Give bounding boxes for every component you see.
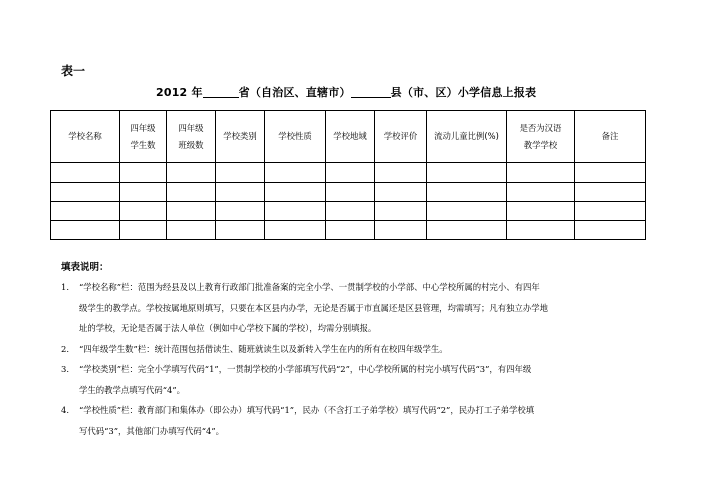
table-cell[interactable] (51, 163, 120, 182)
column-header (216, 111, 265, 163)
title-county: 县（市、区）小学信息上报表 (390, 86, 537, 99)
column-header (51, 111, 120, 163)
note-number: 3. (61, 364, 69, 374)
table-cell[interactable] (375, 182, 427, 201)
table-cell[interactable] (427, 220, 507, 239)
column-header-line: 备注 (601, 131, 619, 142)
table-cell[interactable] (375, 163, 427, 182)
column-header (575, 111, 646, 163)
table-cell[interactable] (167, 220, 216, 239)
note-number: 1. (61, 282, 69, 292)
table-cell[interactable] (216, 182, 265, 201)
note-number: 4. (61, 405, 69, 415)
column-header (167, 111, 216, 163)
table-cell[interactable] (120, 163, 167, 182)
note-item (61, 400, 661, 441)
column-header-line: 班级数 (178, 139, 204, 150)
notes-list (61, 277, 661, 441)
note-line: 级学生的教学点。学校按属地原则填写，只要在本区县内办学，无论是否属于市直属还是区县管理，均需填写；凡有独立办学地 (79, 302, 548, 313)
form-title (156, 84, 536, 100)
table-cell[interactable] (265, 182, 326, 201)
table-cell[interactable] (427, 182, 507, 201)
note-line: 学生的教学点填写代码“4”。 (79, 384, 186, 395)
column-header (507, 111, 575, 163)
school-info-table (50, 110, 646, 240)
table-cell[interactable] (120, 201, 167, 220)
note-item (61, 277, 661, 339)
note-line: “四年级学生数”栏：统计范围包括借读生、随班就读生以及新转入学生在内的所有在校四年级学生。 (79, 343, 448, 354)
table-cell[interactable] (51, 201, 120, 220)
table-label: 表一 (61, 64, 86, 78)
column-header-line: 学生数 (130, 139, 156, 150)
table-cell[interactable] (427, 201, 507, 220)
table-cell[interactable] (120, 182, 167, 201)
table-row (51, 220, 646, 239)
note-line: 址的学校，无论是否属于法人单位（例如中心学校下属的学校），均需分别填报。 (79, 323, 377, 333)
column-header (265, 111, 326, 163)
table-cell[interactable] (216, 201, 265, 220)
column-header-line: 教学学校 (523, 139, 558, 150)
column-header-line: 流动儿童比例(%) (434, 131, 499, 142)
table-cell[interactable] (51, 220, 120, 239)
table-cell[interactable] (575, 220, 646, 239)
table-row (51, 182, 646, 201)
table-row (51, 201, 646, 220)
table-cell[interactable] (575, 163, 646, 182)
table-cell[interactable] (507, 182, 575, 201)
table-cell[interactable] (326, 182, 375, 201)
table-header-row (51, 111, 646, 163)
column-header-line: 学校评价 (383, 131, 418, 142)
table-cell[interactable] (507, 163, 575, 182)
province-blank (203, 86, 239, 98)
table-cell[interactable] (575, 182, 646, 201)
table-cell[interactable] (507, 220, 575, 239)
note-line: “学校名称”栏：范围为经县及以上教育行政部门批准备案的完全小学、一贯制学校的小学部、中心学校所属的村完小、有四年 (79, 282, 540, 292)
note-line: “学校性质”栏：教育部门和集体办（即公办）填写代码“1”，民办（不含打工子弟学校）填写代码“2”，民办打工子弟学校填 (79, 405, 535, 415)
column-header-line: 学校名称 (68, 131, 102, 142)
table-cell[interactable] (265, 201, 326, 220)
table-cell[interactable] (326, 163, 375, 182)
note-line: 写代码“3”，其他部门办填写代码“4”。 (79, 425, 225, 436)
note-item (61, 339, 661, 360)
note-line: “学校类别”栏：完全小学填写代码“1”，一贯制学校的小学部填写代码“2”，中心学校所属的村完小填写代码“3”，有四年级 (79, 364, 532, 374)
column-header-line: 四年级 (178, 122, 204, 133)
title-province: 省（自治区、直辖市） (238, 86, 351, 99)
table-cell[interactable] (167, 163, 216, 182)
table-cell[interactable] (507, 201, 575, 220)
notes-title: 填表说明： (61, 262, 109, 273)
table-cell[interactable] (375, 201, 427, 220)
column-header-line: 学校性质 (278, 131, 312, 142)
county-blank (351, 86, 391, 98)
table-cell[interactable] (575, 201, 646, 220)
table-cell[interactable] (120, 220, 167, 239)
table-cell[interactable] (326, 220, 375, 239)
column-header (326, 111, 375, 163)
table-cell[interactable] (326, 201, 375, 220)
table-cell[interactable] (265, 220, 326, 239)
column-header (120, 111, 167, 163)
column-header-line: 是否为汉语 (519, 122, 562, 133)
column-header-line: 学校类别 (223, 131, 257, 142)
column-header (375, 111, 427, 163)
column-header-line: 学校地域 (333, 131, 367, 142)
table-row (51, 163, 646, 182)
table-cell[interactable] (51, 182, 120, 201)
title-year: 2012 年 (156, 86, 203, 99)
column-header-line: 四年级 (130, 122, 156, 133)
table-cell[interactable] (216, 220, 265, 239)
note-number: 2. (61, 343, 69, 354)
column-header (427, 111, 507, 163)
table-cell[interactable] (167, 201, 216, 220)
table-cell[interactable] (167, 182, 216, 201)
table-cell[interactable] (375, 220, 427, 239)
table-cell[interactable] (265, 163, 326, 182)
table-cell[interactable] (216, 163, 265, 182)
note-item (61, 359, 661, 400)
table-cell[interactable] (427, 163, 507, 182)
